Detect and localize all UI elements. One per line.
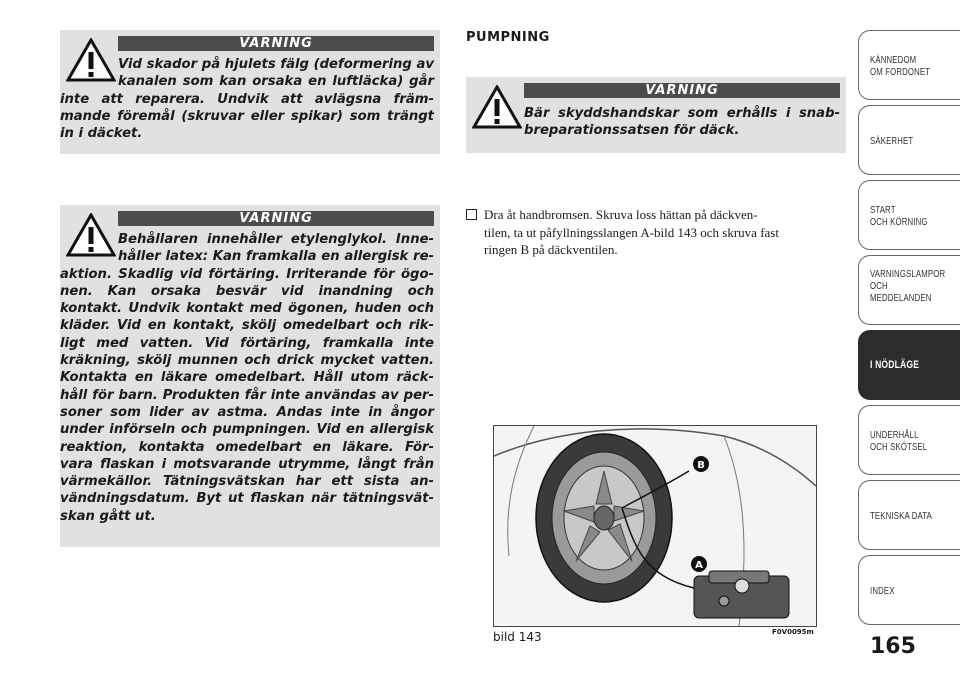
warning-box-gloves bbox=[466, 77, 846, 153]
warning-line: Bär skyddshandskar som erhålls i snab- bbox=[524, 106, 840, 121]
warning-box-ethylene-glycol bbox=[60, 205, 440, 547]
warning-text bbox=[60, 231, 434, 525]
tab-label: KÄNNEDOM bbox=[870, 55, 917, 66]
warning-line: kontakt. Undvik kontakt med ögonen, huden och bbox=[60, 301, 434, 317]
warning-line: breparationssatsen för däck. bbox=[524, 123, 740, 139]
instruction-line: ringen B på däckventilen. bbox=[484, 242, 618, 257]
warning-line: under införseln och pumpningen. Vid en allergisk bbox=[60, 422, 434, 438]
warning-header: VARNING bbox=[118, 36, 434, 51]
page-number: 165 bbox=[870, 634, 916, 659]
tab-start-och-korning[interactable] bbox=[858, 180, 960, 250]
warning-box-rim-damage bbox=[60, 30, 440, 154]
warning-line: håller latex: Kan framkalla en allergisk re- bbox=[118, 249, 434, 265]
warning-line: Vid skador på hjulets fälg (deformering av bbox=[118, 57, 434, 72]
warning-line: mande föremål (skruvar eller spikar) som trängt bbox=[60, 108, 434, 124]
warning-text bbox=[524, 105, 840, 140]
tab-label: TEKNISKA DATA bbox=[870, 511, 932, 522]
tab-label: START bbox=[870, 205, 896, 216]
tab-label: MEDDELANDEN bbox=[870, 293, 932, 304]
warning-line: skan gått ut. bbox=[60, 508, 156, 524]
warning-header: VARNING bbox=[118, 211, 434, 226]
warning-text bbox=[60, 56, 434, 142]
tab-label: OCH KÖRNING bbox=[870, 217, 928, 228]
warning-line: inte att reparera. Undvik att avlägsna främ- bbox=[60, 91, 434, 107]
tab-label: OCH SKÖTSEL bbox=[870, 442, 928, 453]
tab-tekniska-data[interactable] bbox=[858, 480, 960, 550]
warning-line: in i däcket. bbox=[60, 126, 143, 142]
warning-line: håll för barn. Produkten får inte användas av per- bbox=[60, 387, 434, 403]
tab-sakerhet[interactable] bbox=[858, 105, 960, 175]
tab-index[interactable] bbox=[858, 555, 960, 625]
warning-line: nen. Kan orsaka besvär vid inandning och bbox=[60, 283, 434, 299]
warning-line: vara flaskan i motsvarande utrymme, långt från bbox=[60, 456, 434, 472]
tab-label: OM FORDONET bbox=[870, 67, 931, 78]
warning-line: vändningsdatum. Byt ut flaskan när tätningsvät- bbox=[60, 491, 434, 507]
warning-line: kanalen som kan orsaka en luftläcka) går bbox=[118, 74, 434, 90]
tab-label: UNDERHÅLL bbox=[870, 430, 919, 441]
warning-triangle-icon bbox=[472, 85, 522, 129]
warning-line: Behållaren innehåller etylenglykol. Inne- bbox=[118, 232, 434, 247]
tab-label: VARNINGSLAMPOR bbox=[870, 269, 946, 280]
figure-caption: bild 143 bbox=[493, 630, 542, 644]
tab-varningslampor[interactable] bbox=[858, 255, 960, 325]
tab-kannedom-om-fordonet[interactable] bbox=[858, 30, 960, 100]
instruction-bullet bbox=[466, 206, 832, 259]
figure-tyre-inflation bbox=[493, 425, 817, 627]
warning-line: Kontakta en läkare omedelbart. Håll utom räck- bbox=[60, 370, 434, 386]
warning-line: soner som lider av astma. Andas inte in ångor bbox=[60, 404, 434, 420]
warning-line: kläder. Vid en kontakt, skölj omedelbart och rik- bbox=[60, 318, 434, 334]
warning-line: kräkning, skölj munnen och drick mycket vatten. bbox=[60, 353, 434, 369]
section-title: PUMPNING bbox=[466, 30, 550, 45]
checkbox-bullet-icon bbox=[466, 209, 477, 220]
instruction-line: Dra åt handbromsen. Skruva loss hättan på däckven- bbox=[484, 207, 758, 222]
tab-label: SÄKERHET bbox=[870, 136, 914, 147]
instruction-line: tilen, ta ut påfyllningsslangen A-bild 143 och skruva fast bbox=[484, 224, 779, 240]
tab-label: I NÖDLÄGE bbox=[870, 359, 920, 371]
tab-i-nodlage[interactable] bbox=[858, 330, 960, 400]
warning-line: ligt med vatten. Vid förtäring, framkalla inte bbox=[60, 335, 434, 351]
warning-line: reaktion, kontakta omedelbart en läkare. För- bbox=[60, 439, 434, 455]
tyre-compressor-illustration bbox=[494, 426, 816, 626]
label-b: B bbox=[697, 460, 705, 471]
warning-line: värmekällor. Tätningsvätskan har ett sista an- bbox=[60, 474, 434, 490]
tab-underhall-och-skotsel[interactable] bbox=[858, 405, 960, 475]
tab-label: INDEX bbox=[870, 586, 895, 597]
tab-label: OCH bbox=[870, 281, 888, 292]
warning-line: aktion. Skadlig vid förtäring. Irriterande för ögo- bbox=[60, 266, 434, 282]
label-a: A bbox=[695, 560, 703, 571]
figure-code: F0V0095m bbox=[772, 628, 814, 636]
warning-header: VARNING bbox=[524, 83, 840, 98]
